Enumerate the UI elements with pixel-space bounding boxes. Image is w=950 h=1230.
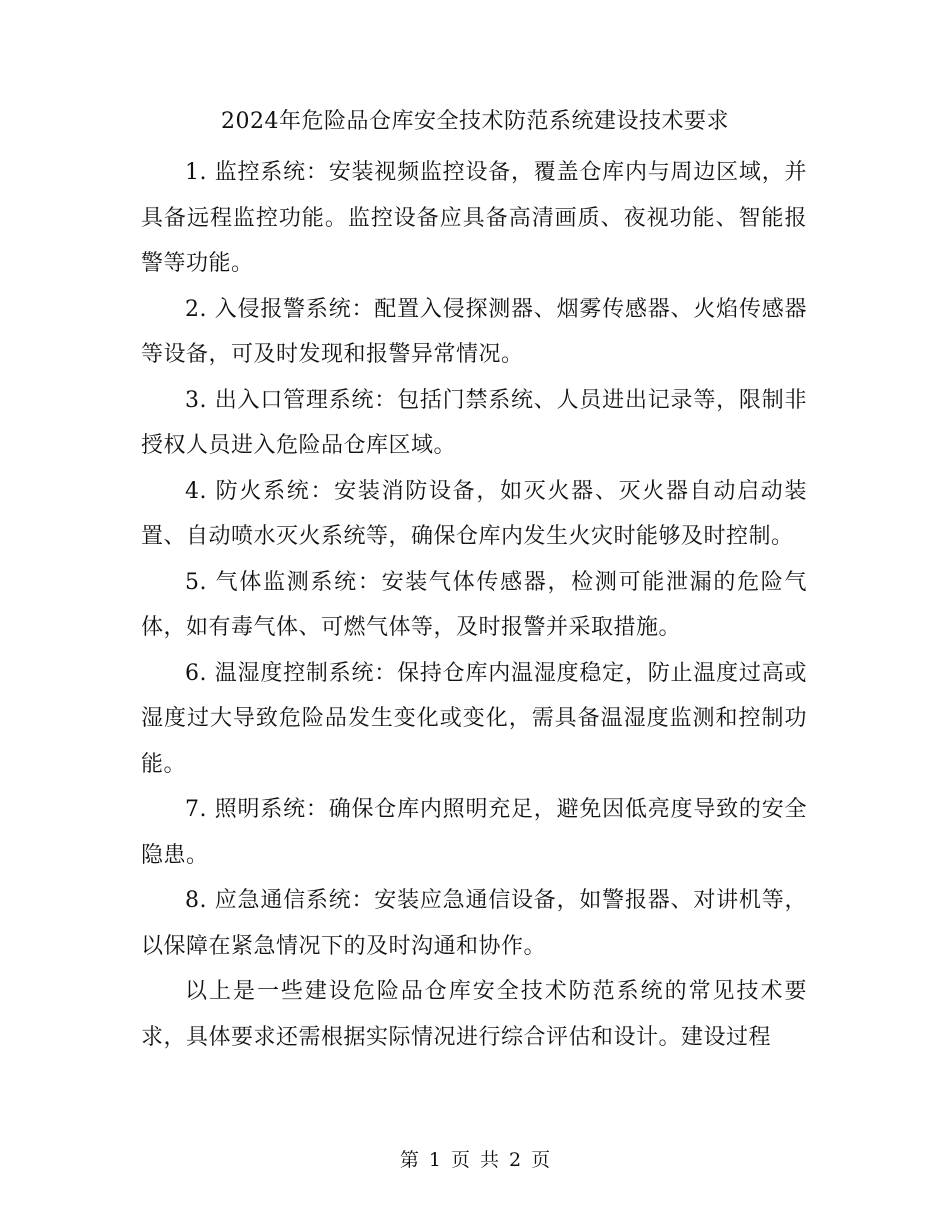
paragraph-intrusion-alarm-system: 2. 入侵报警系统：配置入侵探测器、烟雾传感器、火焰传感器等设备，可及时发现和报警异常情况。 xyxy=(141,296,807,367)
paragraph-emergency-communication-system: 8. 应急通信系统：安装应急通信设备，如警报器、对讲机等，以保障在紧急情况下的及时沟通和协作。 xyxy=(141,888,807,959)
paragraph-summary: 以上是一些建设危险品仓库安全技术防范系统的常见技术要求，具体要求还需根据实际情况进行综合评估和设计。建设过程 xyxy=(141,979,807,1050)
paragraph-gas-monitoring-system: 5. 气体监测系统：安装气体传感器，检测可能泄漏的危险气体，如有毒气体、可燃气体等，及时报警并采取措施。 xyxy=(141,569,807,640)
paragraph-access-control-system: 3. 出入口管理系统：包括门禁系统、人员进出记录等，限制非授权人员进入危险品仓库区域。 xyxy=(141,387,807,458)
document-title: 2024年危险品仓库安全技术防范系统建设技术要求 xyxy=(221,109,729,134)
paragraph-temperature-humidity-system: 6. 温湿度控制系统：保持仓库内温湿度稳定，防止温度过高或湿度过大导致危险品发生变化或变化，需具备温湿度监测和控制功能。 xyxy=(141,660,807,777)
page-number-footer: 第 1 页 共 2 页 xyxy=(399,1149,551,1171)
paragraph-lighting-system: 7. 照明系统：确保仓库内照明充足，避免因低亮度导致的安全隐患。 xyxy=(141,797,807,868)
paragraph-monitoring-system: 1. 监控系统：安装视频监控设备，覆盖仓库内与周边区域，并具备远程监控功能。监控设备应具备高清画质、夜视功能、智能报警等功能。 xyxy=(141,160,807,276)
paragraph-fire-protection-system: 4. 防火系统：安装消防设备，如灭火器、灭火器自动启动装置、自动喷水灭火系统等，确保仓库内发生火灾时能够及时控制。 xyxy=(141,478,807,549)
document-body xyxy=(141,150,807,1060)
